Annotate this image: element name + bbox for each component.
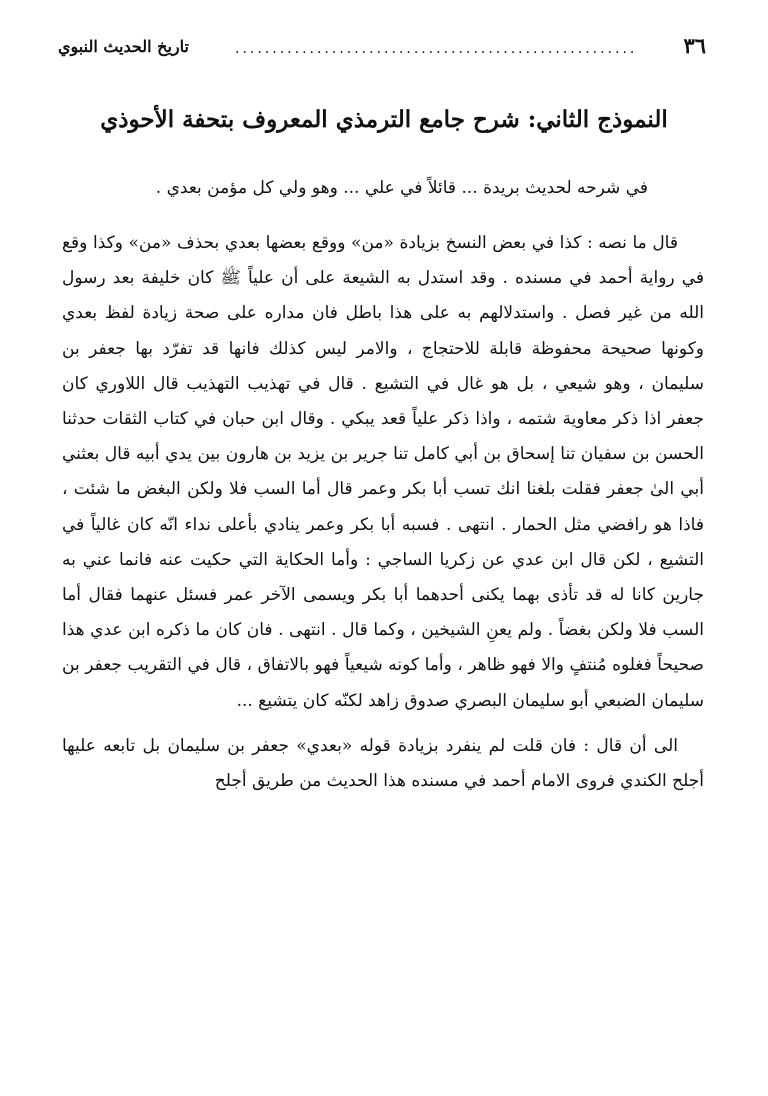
paragraph: الى أن قال : فان قلت لم ينفرد بزيادة قوله «بعدي» جعفر بن سليمان بل تابعه عليها أجلح الكندي فروى الامام أحمد في مسنده هذا الحديث من طريق أجلح xyxy=(62,735,704,792)
section-title: النموذج الثاني: شرح جامع الترمذي المعروف بتحفة الأحوذي xyxy=(100,106,668,133)
paragraph: قال ما نصه : كذا في بعض النسخ بزيادة «من» ووقع بعضها بعدي بحذف «من» وكذا وقع في رواية أحمد في مسنده . وقد استدل به الشيعة على أن علياً ﷺ كان خليفة بعد رسول الله من غير فصل . واستدلالهم به على هذا باطل فان مداره على صحة زيادة لفظ بعدي وكونها صحيحة محفوظة قابلة للاحتجاج ، والامر ليس كذلك فانها قد تفرّد بها جعفر بن سليمان ، وهو شيعي ، بل هو غال في التشيع . قال في تهذيب التهذيب قال اللاوري كان جعفر اذا ذكر معاوية شتمه ، واذا ذكر علياً قعد يبكي . وقال ابن حبان في كتاب الثقات حدثنا الحسن بن سفيان تنا إسحاق بن أبي كامل تنا جرير بن يزيد بن هارون بين يدي أبيه قال بعثني أبي الىٰ جعفر فقلت بلغنا انك تسب أبا بكر وعمر قال أما السب فلا ولكن البغض ما شئت ، فاذا هو رافضي مثل الحمار . انتهى . فسبه أبا بكر وعمر ينادي بأعلى نداء انّه كان غالياً في التشيع ، لكن قال ابن عدي عن زكريا الساجي : وأما الحكاية التي حكيت عنه فانما عني به جارين كانا له قد تأذى بهما يكنى أحدهما أبا بكر ويسمى الآخر عمر فسئل عنهما فقال أما السب فلا ولكن بغضاً . ولم يعنِ الشيخين ، وكما قال . انتهى . فان كان ما ذكره ابن عدي هذا صحيحاً فغلوه مُنتفٍ والا فهو ظاهر ، وأما كونه شيعياً فهو بالاتفاق ، قال في التقريب جعفر بن سليمان الضبعي أبو سليمان البصري صدوق زاهد لكنّه كان يتشيع ... xyxy=(62,233,704,711)
page-number: ٣٦ xyxy=(683,33,706,58)
header-dot-leader: ...................................................... xyxy=(235,41,638,57)
section-subtitle: في شرحه لحديث بريدة ... قائلاً في علي ... وهو ولي كل مؤمن بعدي . xyxy=(155,178,648,198)
running-header xyxy=(58,30,706,60)
body-text xyxy=(62,226,704,799)
book-title: تاريخ الحديث النبوي xyxy=(58,37,189,56)
